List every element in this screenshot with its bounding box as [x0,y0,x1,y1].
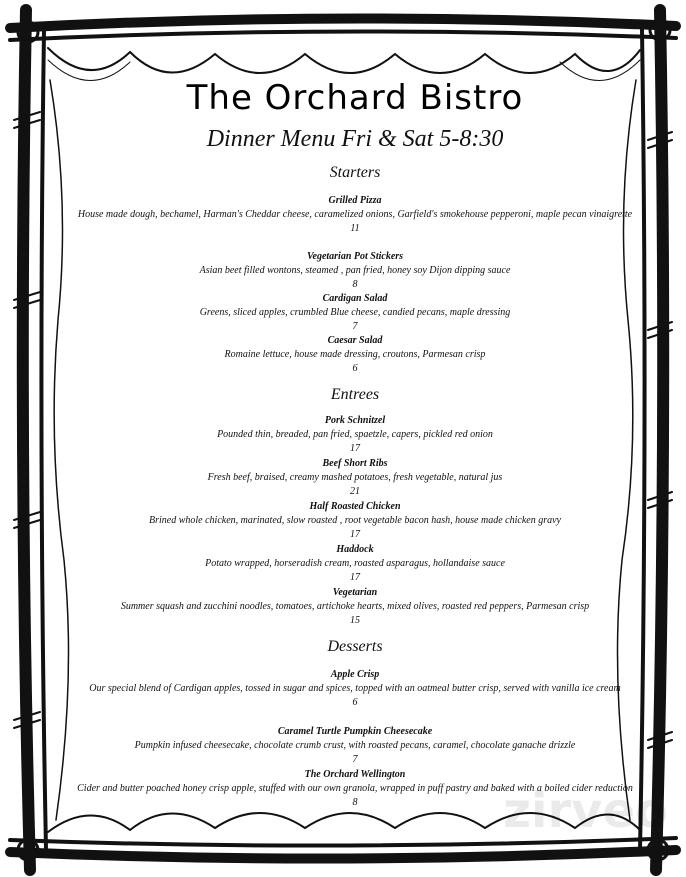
item-name: Haddock [336,544,374,555]
item-name: Caramel Turtle Pumpkin Cheesecake [277,726,433,737]
item-description: Summer squash and zucchini noodles, tomatoes, artichoke hearts, mixed olives, roasted red peppers, Parmesan crisp [120,601,590,612]
section-heading-entrees: Entrees [330,386,380,403]
item-name: Cardigan Salad [322,293,388,304]
item-description: Pounded thin, breaded, pan fried, spaetzle, capers, pickled red onion [217,429,493,440]
item-name: Grilled Pizza [328,195,382,206]
item-name: The Orchard Wellington [304,769,406,780]
menu-item [70,725,640,767]
item-name: Half Roasted Chicken [309,501,401,512]
item-description: House made dough, bechamel, Harman's Cheddar cheese, caramelized onions, Garfield's smokehouse pepperoni, maple pecan vinaigrette [77,209,633,220]
menu-item [70,668,640,710]
item-name: Apple Crisp [330,669,380,680]
menu-item [70,414,640,456]
item-description: Cider and butter poached honey crisp apple, stuffed with our own granola, wrapped in puff pastry and baked with a boiled cider reduction [77,783,633,794]
menu-content [70,70,640,860]
item-description: Potato wrapped, horseradish cream, roasted asparagus, hollandaise sauce [205,558,505,569]
menu-item [70,457,640,499]
item-description: Asian beet filled wontons, steamed , pan fried, honey soy Dijon dipping sauce [199,265,511,276]
item-description: Fresh beef, braised, creamy mashed potatoes, fresh vegetable, natural jus [207,472,503,483]
section-heading-starters: Starters [329,164,381,181]
section-heading-desserts: Desserts [327,638,383,655]
item-description: Romaine lettuce, house made dressing, croutons, Parmesan crisp [224,349,486,360]
item-description: Pumpkin infused cheesecake, chocolate crumb crust, with roasted pecans, caramel, chocolate ganache drizzle [134,740,576,751]
menu-item [70,500,640,542]
item-price: 17 [350,529,360,540]
menu-item [70,250,640,292]
menu-subtitle: Dinner Menu Fri & Sat 5-8:30 [206,126,504,152]
menu-item [70,194,640,236]
item-name: Vegetarian [332,587,378,598]
item-price: 15 [350,615,360,626]
menu-item [70,292,640,334]
item-price: 7 [352,754,358,765]
item-price: 6 [352,363,358,374]
item-price: 7 [352,321,358,332]
item-price: 6 [352,697,358,708]
item-price: 11 [350,223,360,234]
watermark-logo: zirveo [503,783,668,839]
item-price: 17 [350,572,360,583]
item-description: Greens, sliced apples, crumbled Blue cheese, candied pecans, maple dressing [199,307,511,318]
item-price: 8 [352,279,358,290]
item-price: 8 [352,797,358,808]
item-name: Caesar Salad [327,335,383,346]
menu-item [70,586,640,628]
item-price: 21 [350,486,360,497]
page-title: The Orchard Bistro [186,78,524,118]
item-name: Vegetarian Pot Stickers [306,251,404,262]
item-description: Brined whole chicken, marinated, slow roasted , root vegetable bacon hash, house made chicken gravy [149,515,561,526]
menu-item [70,334,640,376]
item-price: 17 [350,443,360,454]
item-description: Our special blend of Cardigan apples, tossed in sugar and spices, topped with an oatmeal butter crisp, served with vanilla ice cream [89,683,621,694]
item-name: Pork Schnitzel [324,415,386,426]
item-name: Beef Short Ribs [322,458,388,469]
menu-item [70,543,640,585]
